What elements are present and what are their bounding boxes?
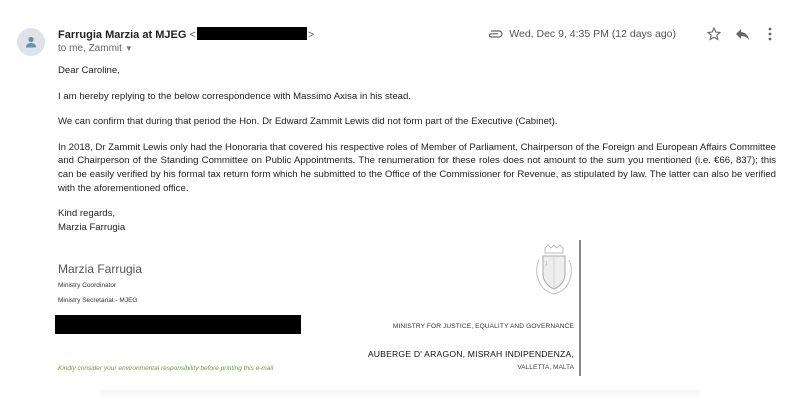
- ministry-name: MINISTRY FOR JUSTICE, EQUALITY AND GOVERNANCE: [392, 323, 574, 330]
- paragraph-executive: We can confirm that during that period the Hon. Dr Edward Zammit Lewis did not form part of the Executive (Cabinet).: [58, 116, 558, 128]
- signature-dept: Ministry Secretariat - MJEG: [58, 297, 138, 304]
- sender-email-open-bracket: <: [189, 29, 196, 41]
- message-meta: [487, 26, 778, 42]
- closing-name: Marzia Farrugia: [58, 221, 126, 233]
- sender-email-close-bracket: >: [307, 29, 315, 41]
- address-line-1: AUBERGE D' ARAGON, MISRAH INDIPENDENZA,: [367, 349, 574, 359]
- eco-note: Kindly consider your environmental responsibility before printing this e-mail: [58, 365, 274, 372]
- redacted-email: [197, 27, 307, 40]
- signature-divider: [579, 240, 581, 376]
- signature-name: Marzia Farrugia: [58, 262, 143, 276]
- message-date: Wed, Dec 9, 4:35 PM (12 days ago): [509, 28, 676, 40]
- signature-role: Ministry Coordinator: [58, 282, 117, 289]
- email-body: [58, 64, 776, 234]
- redacted-block: [55, 315, 301, 334]
- attachment-icon: [487, 29, 503, 39]
- chevron-down-icon[interactable]: ▼: [124, 44, 133, 53]
- paragraph-honoraria: In 2018, Dr Zammit Lewis only had the Honoraria that covered his respective roles of Member of Parliament, Chairperson of the Foreign and European Affairs Committee and Chairperson of the Standing Committee on Public Appointments. The renumeration for these roles does not amount to the sum you mentioned (i.e. €66, 837); this can be easily verified by his formal tax return form which he submitted to the Office of the Commissioner for Revenue, as stipulated by law. The latter can also be verified with the aforementioned office.: [58, 141, 776, 194]
- recipients-text: to me, Zammit: [58, 43, 122, 54]
- sender-name[interactable]: Farrugia Marzia at MJEG: [58, 29, 187, 41]
- closing: Kind regards,: [58, 208, 116, 220]
- star-icon[interactable]: [706, 26, 722, 42]
- coat-of-arms-icon: [531, 244, 577, 296]
- bottom-divider: [100, 390, 700, 400]
- address-line-2: VALLETTA, MALTA: [517, 364, 574, 371]
- sender-avatar[interactable]: [17, 28, 45, 56]
- reply-icon[interactable]: [734, 26, 750, 42]
- person-icon: [24, 35, 38, 49]
- recipients-line[interactable]: [58, 43, 133, 54]
- greeting: Dear Caroline,: [58, 65, 120, 76]
- more-icon[interactable]: [762, 26, 778, 42]
- sender-line: [58, 27, 314, 41]
- paragraph-reply: I am hereby replying to the below correspondence with Massimo Axisa in his stead.: [58, 90, 412, 102]
